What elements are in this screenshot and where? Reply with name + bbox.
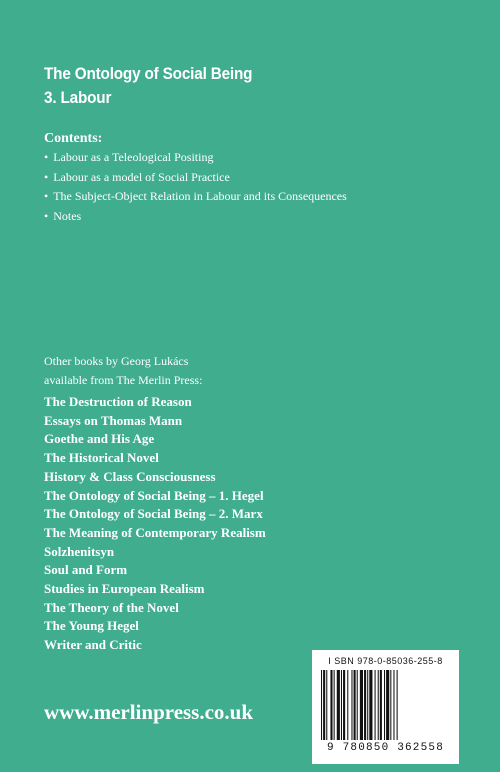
book-list-item: Soul and Form [44,562,128,578]
book-list-item: Essays on Thomas Mann [44,412,183,428]
book-list-item: Solzhenitsyn [44,543,115,559]
isbn-label: I SBN 978-0-85036-255-8 [328,656,443,666]
contents-item: • The Subject-Object Relation in Labour and its Consequences [44,187,347,207]
contents-list [44,148,347,226]
book-title [44,62,252,110]
isbn-barcode [312,650,459,764]
book-list-item: The Ontology of Social Being – 2. Marx [44,506,263,522]
book-list-item: History & Class Consciousness [44,468,216,484]
book-list-item: The Historical Novel [44,450,159,466]
contents-section [44,130,347,226]
barcode-bars [321,670,449,740]
book-list-item: The Ontology of Social Being – 1. Hegel [44,487,264,503]
book-list-item: Writer and Critic [44,637,142,653]
barcode-digits: 9 780850 362558 [326,742,445,754]
other-books-list [44,393,266,655]
contents-item: • Notes [44,207,347,227]
book-list-item: Goethe and His Age [44,431,155,447]
title-line-1: The Ontology of Social Being [44,64,253,83]
book-list-item: The Meaning of Contemporary Realism [44,524,266,540]
contents-heading: Contents: [44,131,103,146]
publisher-website: www.merlinpress.co.uk [44,700,254,724]
book-list-item: The Theory of the Novel [44,599,179,615]
other-books-intro-line-2: available from The Merlin Press: [44,373,203,387]
book-list-item: The Young Hegel [44,618,139,634]
contents-item: • Labour as a model of Social Practice [44,168,347,188]
other-books-intro-line-1: Other books by Georg Lukács [44,354,189,368]
title-line-2: 3. Labour [44,88,112,107]
book-list-item: Studies in European Realism [44,581,205,597]
other-books-intro [44,352,202,390]
book-list-item: The Destruction of Reason [44,394,192,409]
contents-item: • Labour as a Teleological Positing [44,148,347,168]
